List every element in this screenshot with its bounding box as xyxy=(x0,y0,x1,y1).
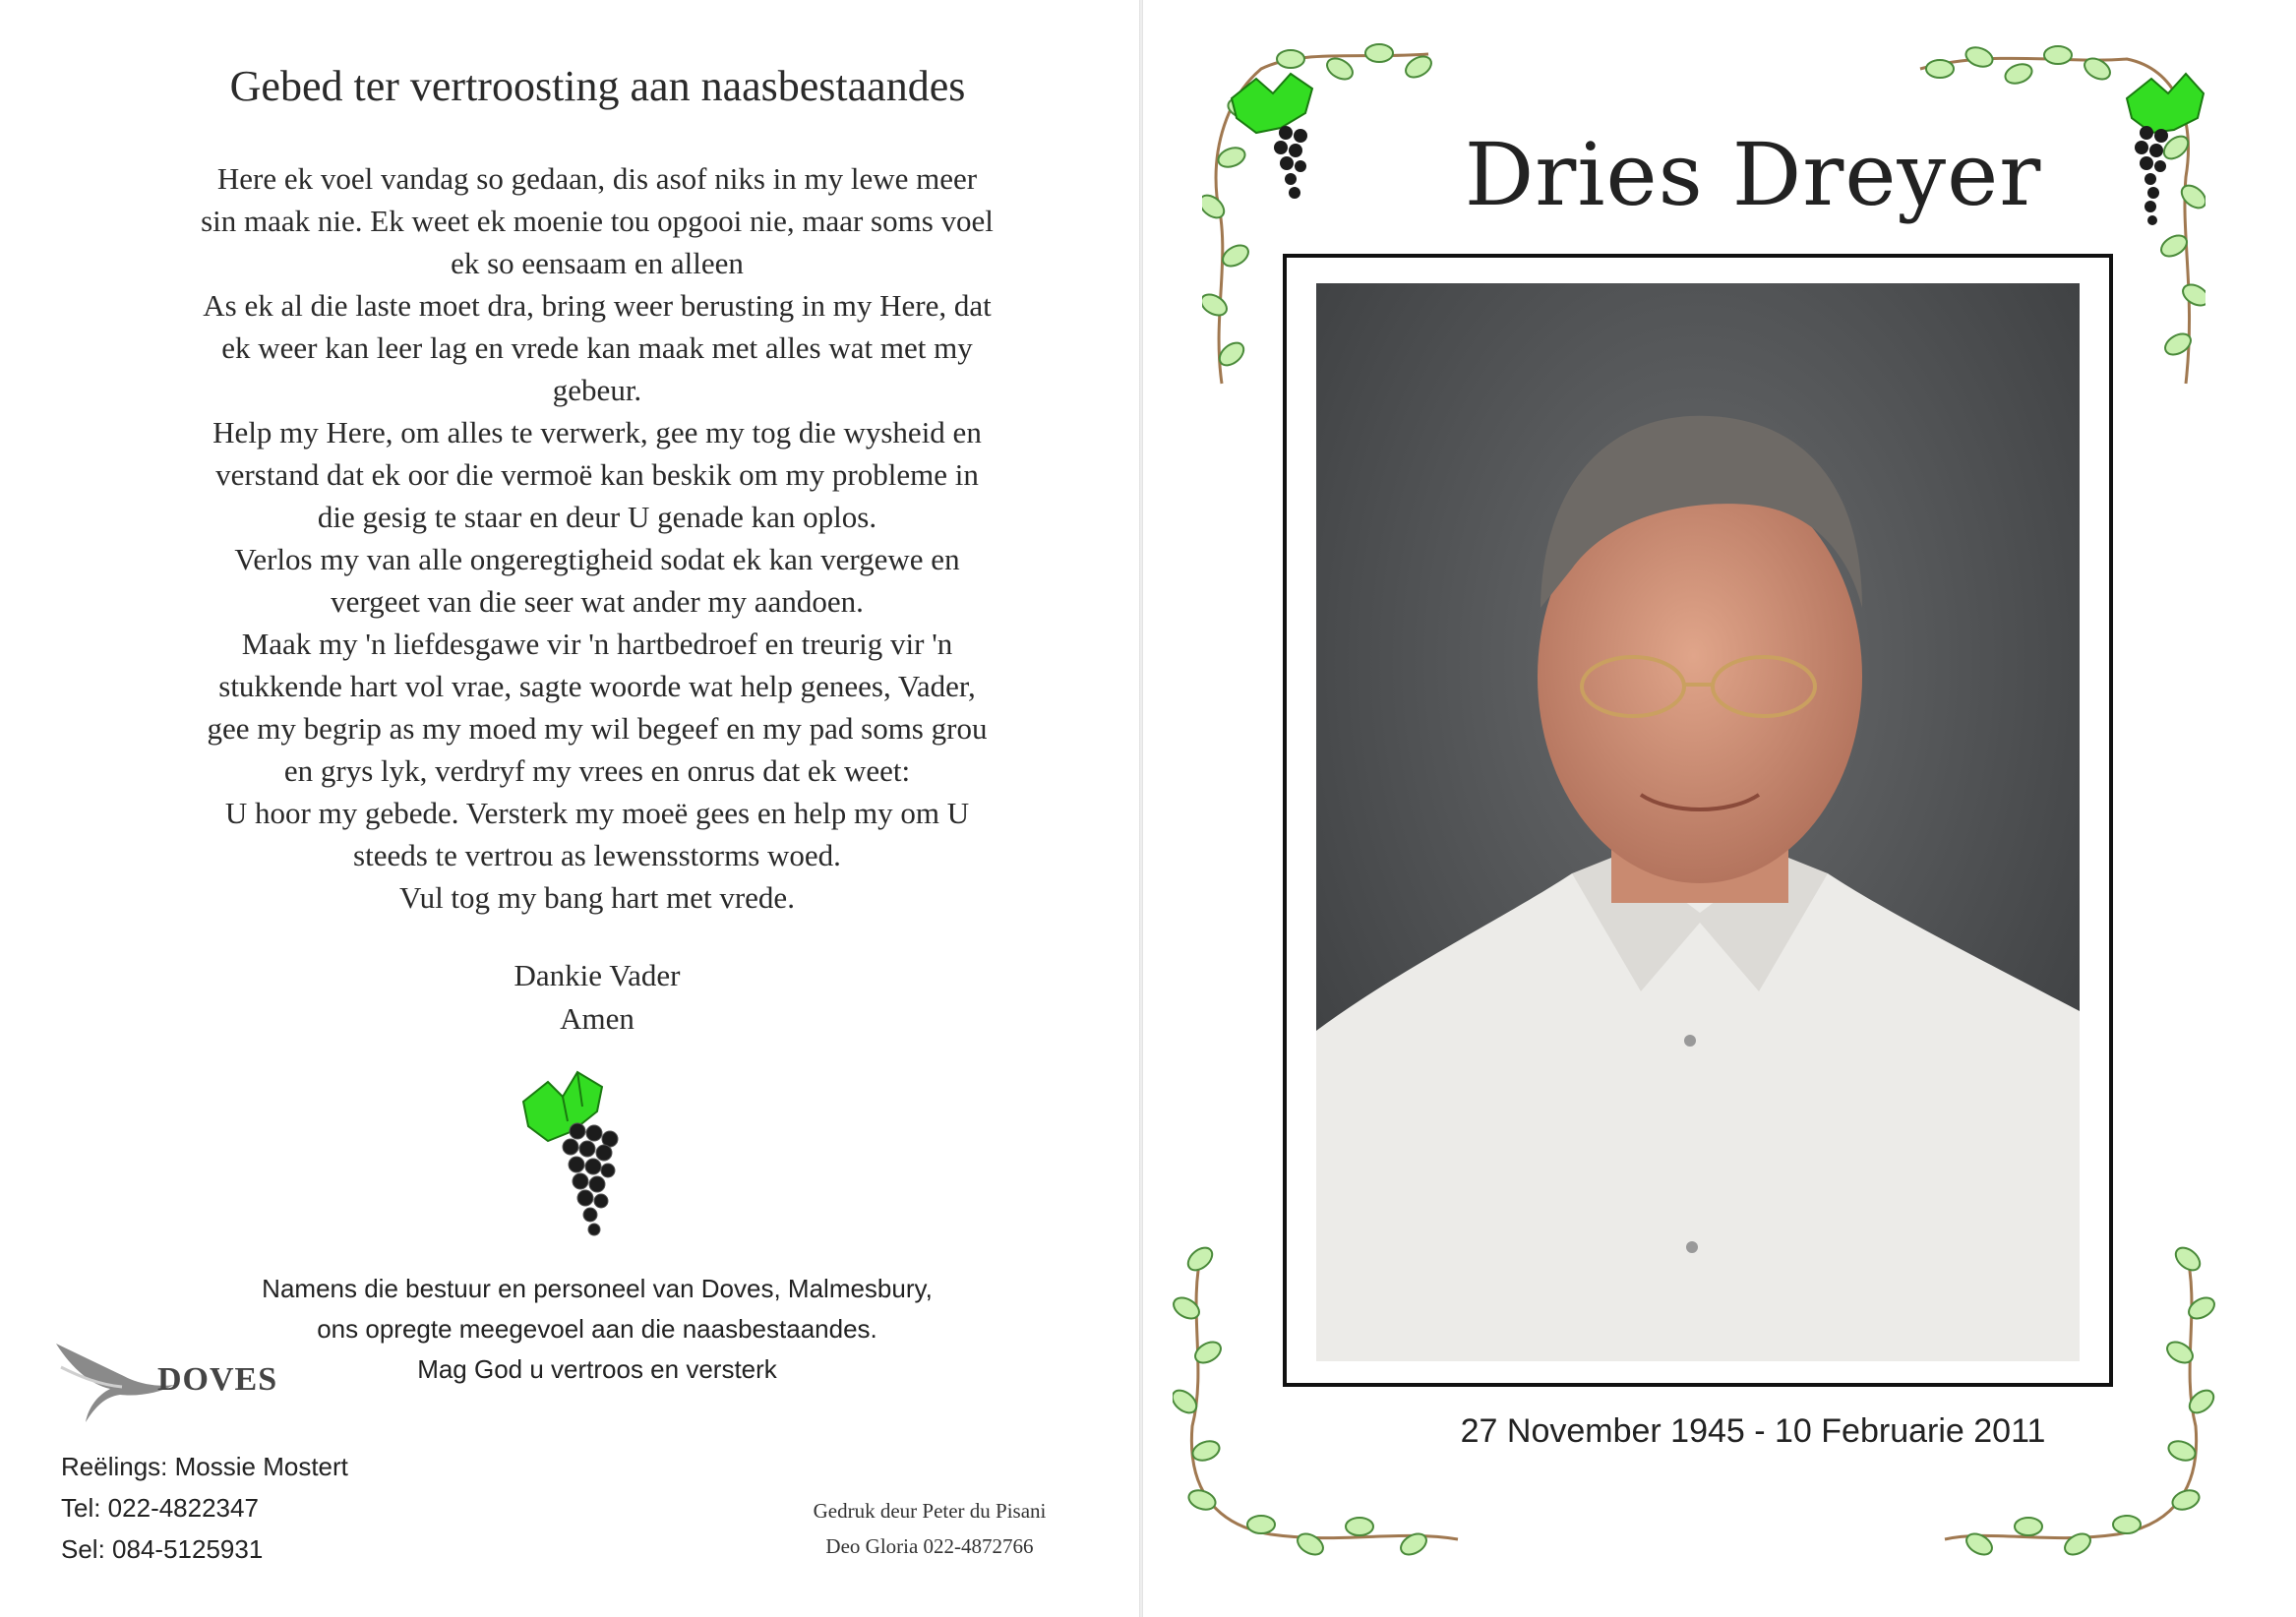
prayer-line: ek weer kan leer lag en vrede kan maak met alles wat met my xyxy=(221,330,973,365)
prayer-line: Help my Here, om alles te verwerk, gee my tog die wysheid en xyxy=(212,415,982,449)
prayer-title: Gebed ter vertroosting aan naasbestaandes xyxy=(229,62,966,110)
prayer-line: en grys lyk, verdryf my vrees en onrus dat ek weet: xyxy=(283,753,911,788)
condolence-line: Mag God u vertroos en versterk xyxy=(417,1354,777,1384)
closing-line-amen: Amen xyxy=(560,1001,634,1036)
condolence-line: ons opregte meegevoel aan die naasbestaandes. xyxy=(317,1314,877,1344)
prayer-line: Vul tog my bang hart met vrede. xyxy=(399,880,795,915)
portrait-photo xyxy=(1316,283,2080,1361)
printer-line: Gedruk deur Peter du Pisani xyxy=(813,1499,1047,1523)
prayer-line: steeds te vertrou as lewensstorms woed. xyxy=(353,838,841,872)
grape-bunch-icon xyxy=(504,1062,641,1249)
deceased-name: Dries Dreyer xyxy=(1464,124,2042,225)
prayer-text xyxy=(148,157,1047,919)
printer-phone: Deo Gloria 022-4872766 xyxy=(825,1534,1034,1558)
closing-line-thanks: Dankie Vader xyxy=(514,958,681,992)
phone-text: Tel: 022-4822347 xyxy=(61,1493,259,1523)
condolence-line: Namens die bestuur en personeel van Doves, Malmesbury, xyxy=(262,1274,933,1303)
doves-logo-text: DOVES xyxy=(157,1361,278,1398)
left-page xyxy=(0,0,1139,1617)
prayer-line: gebeur. xyxy=(552,373,642,407)
photo-frame xyxy=(1283,254,2113,1387)
prayer-line: gee my begrip as my moed my wil begeef en my pad soms grou xyxy=(207,711,988,746)
prayer-line: die gesig te staar en deur U genade kan oplos. xyxy=(317,500,877,534)
cell-text: Sel: 084-5125931 xyxy=(61,1534,264,1564)
arrangements-text: Reëlings: Mossie Mostert xyxy=(61,1452,348,1481)
prayer-line: ek so eensaam en alleen xyxy=(451,246,744,280)
life-dates: 27 November 1945 - 10 Februarie 2011 xyxy=(1460,1412,2046,1450)
prayer-line: As ek al die laste moet dra, bring weer berusting in my Here, dat xyxy=(203,288,992,323)
prayer-line: Maak my 'n liefdesgawe vir 'n hartbedroef en treurig vir 'n xyxy=(241,627,953,661)
printer-credit xyxy=(777,1493,1082,1564)
prayer-line: Verlos my van alle ongeregtigheid sodat ek kan vergewe en xyxy=(234,542,960,576)
prayer-line: stukkende hart vol vrae, sagte woorde wat help genees, Vader, xyxy=(218,669,976,703)
prayer-line: sin maak nie. Ek weet ek moenie tou opgooi nie, maar soms voel xyxy=(201,204,994,238)
prayer-closing xyxy=(148,954,1047,1041)
prayer-line: vergeet van die seer wat ander my aandoen. xyxy=(331,584,864,619)
prayer-line: U hoor my gebede. Versterk my moeë gees en help my om U xyxy=(224,796,970,830)
right-page xyxy=(1143,0,2296,1617)
prayer-line: verstand dat ek oor die vermoë kan beskik om my probleme in xyxy=(215,457,979,492)
contact-info xyxy=(61,1446,348,1570)
prayer-line: Here ek voel vandag so gedaan, dis asof niks in my lewe meer xyxy=(216,161,978,196)
